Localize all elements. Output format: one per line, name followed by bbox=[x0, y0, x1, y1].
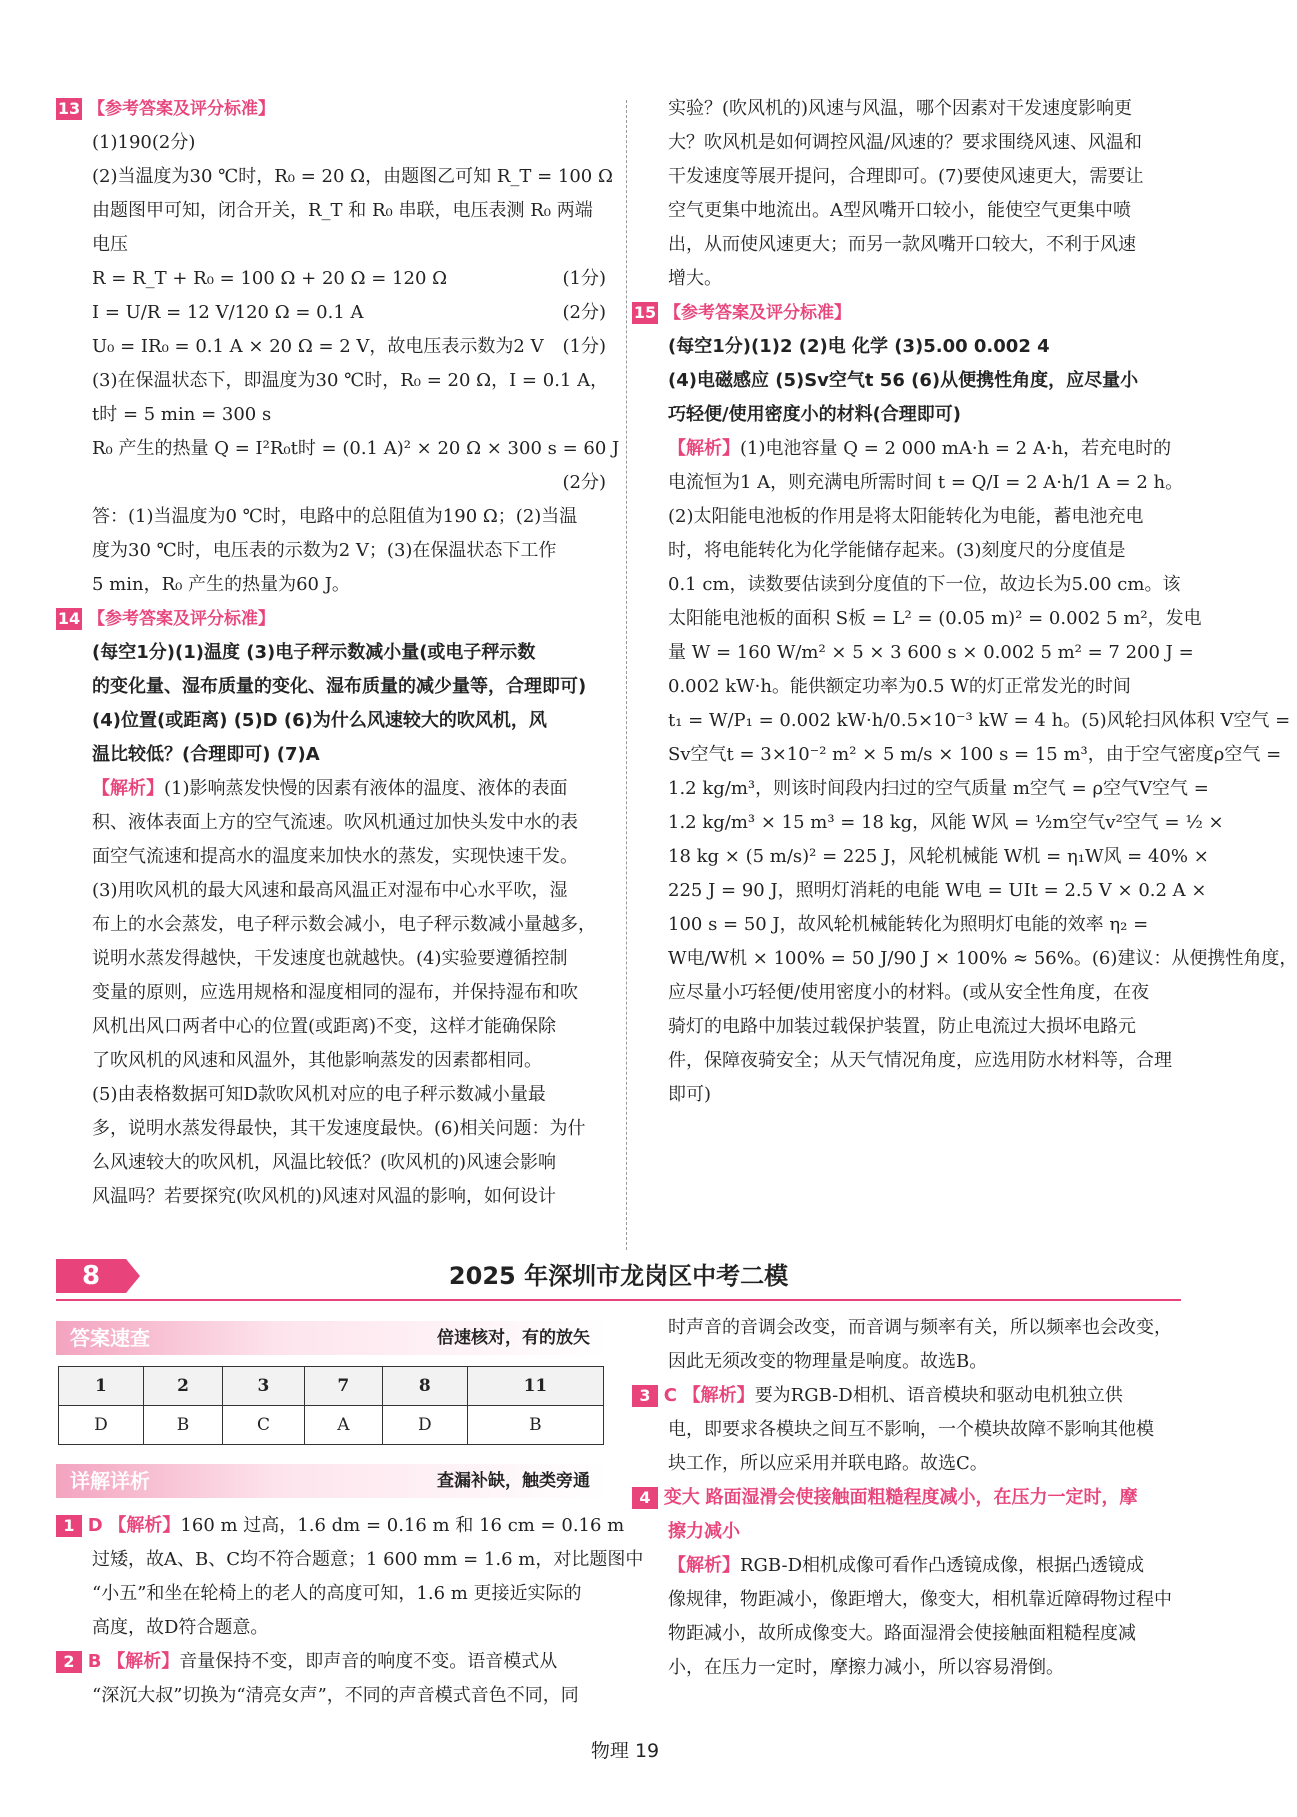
text: 要为RGB-D相机、语音模块和驱动电机独立供 bbox=[754, 1385, 1123, 1406]
score: (1分) bbox=[562, 336, 606, 357]
q15-analysis-line: 件，保障夜骑安全；从天气情况角度，应选用防水材料等，合理 bbox=[668, 1050, 1172, 1071]
d3-line: 块工作，所以应采用并联电路。故选C。 bbox=[668, 1453, 988, 1474]
score: (1分) bbox=[562, 268, 606, 289]
q14-analysis-line: 说明水蒸发得越快，干发速度也就越快。(4)实验要遵循控制 bbox=[92, 948, 568, 969]
q15-analysis-line: 时，将电能转化为化学能储存起来。(3)刻度尺的分度值是 bbox=[668, 540, 1126, 561]
q13-answer: 答：(1)当温度为0 ℃时，电路中的总阻值为190 Ω；(2)当温 bbox=[92, 506, 578, 527]
equation: R = R_T + R₀ = 100 Ω + 20 Ω = 120 Ω bbox=[92, 268, 448, 289]
detail-subtitle: 查漏补缺，触类旁通 bbox=[437, 1471, 590, 1491]
q15-answer-line: 巧轻便/使用密度小的材料(合理即可) bbox=[668, 404, 962, 425]
q15-analysis-line: 电流恒为1 A，则充满电所需时间 t = Q/I = 2 A·h/1 A = 2 h。 bbox=[668, 472, 1184, 493]
d2-line: 因此无须改变的物理量是响度。故选B。 bbox=[668, 1351, 988, 1372]
table-header-cell: 11 bbox=[467, 1367, 603, 1406]
q14-analysis-line: (5)由表格数据可知D款吹风机对应的电子秤示数减小量最 bbox=[92, 1084, 546, 1105]
q15-answer-line: (4)电磁感应 (5)Sv空气t 56 (6)从便携性角度，应尽量小 bbox=[668, 370, 1139, 391]
q14-analysis-line: 布上的水会蒸发，电子秤示数会减小，电子秤示数减小量越多， bbox=[92, 914, 596, 935]
q15-analysis-line: 18 kg × (5 m/s)² = 225 J，风轮机械能 W机 = η₁W风 = 40% × bbox=[668, 846, 1209, 867]
q13-line: (3)在保温状态下，即温度为30 ℃时，R₀ = 20 Ω，I = 0.1 A， bbox=[92, 370, 609, 391]
q13-equation bbox=[56, 296, 606, 330]
q15-analysis-line bbox=[668, 432, 1185, 466]
d2-line: “深沉大叔”切换为“清亮女声”，不同的声音模式音色不同，同 bbox=[92, 1685, 579, 1706]
question-number: 13 bbox=[57, 99, 81, 118]
q15-analysis-line: W电/W机 × 100% = 50 J/90 J × 100% ≈ 56%。(6)建议：从便携性角度， bbox=[668, 948, 1297, 969]
text: RGB-D相机成像可看作凸透镜成像，根据凸透镜成 bbox=[740, 1555, 1145, 1576]
lower-left-column bbox=[56, 1509, 644, 1713]
subject-label: 物理 bbox=[590, 1740, 629, 1762]
d4-line: 小，在压力一定时，摩擦力减小，所以容易滑倒。 bbox=[668, 1657, 1064, 1678]
table-header-cell: 8 bbox=[382, 1367, 467, 1406]
q14-continued-line: 大？吹风机是如何调控风温/风速的？要求围绕风速、风温和 bbox=[668, 132, 1143, 153]
q13-line: t时 = 5 min = 300 s bbox=[92, 404, 272, 425]
q14-analysis-line: 积、液体表面上方的空气流速。吹风机通过加快头发中水的表 bbox=[92, 812, 578, 833]
q13-answer: 5 min，R₀ 产生的热量为60 J。 bbox=[92, 574, 350, 595]
q14-analysis-line: 变量的原则，应选用规格和湿度相同的湿布，并保持湿布和吹 bbox=[92, 982, 578, 1003]
q14-analysis-line: 风机出风口两者中心的位置(或距离)不变，这样才能确保除 bbox=[92, 1016, 557, 1037]
section-banner bbox=[56, 1255, 1181, 1301]
d3-line bbox=[632, 1379, 1185, 1413]
q15-analysis-line: (2)太阳能电池板的作用是将太阳能转化为电能，蓄电池充电 bbox=[668, 506, 1144, 527]
q13-answer: 度为30 ℃时，电压表的示数为2 V；(3)在保温状态下工作 bbox=[92, 540, 557, 561]
q14-continued-line: 增大。 bbox=[668, 268, 722, 289]
answer-reason: 路面湿滑会使接触面粗糙程度减小，在压力一定时，摩 bbox=[705, 1487, 1138, 1508]
answer-table bbox=[58, 1366, 604, 1445]
text: 160 m 过高，1.6 dm = 0.16 m 和 16 cm = 0.16 m bbox=[180, 1515, 625, 1536]
d4-line: 像规律，物距减小，像距增大，像变大，相机靠近障碍物过程中 bbox=[668, 1589, 1172, 1610]
q14-analysis-line: (3)用吹风机的最大风速和最高风温正对湿布中心水平吹，湿 bbox=[92, 880, 568, 901]
q13-line: (2)当温度为30 ℃时，R₀ = 20 Ω，由题图乙可知 R_T = 100 Ω bbox=[92, 166, 613, 187]
answer-tag: 【参考答案及评分标准】 bbox=[88, 99, 275, 119]
quick-check-title: 答案速查 bbox=[70, 1326, 150, 1350]
q15-analysis-line: 骑灯的电路中加装过载保护装置，防止电流过大损坏电路元 bbox=[668, 1016, 1136, 1037]
table-cell: B bbox=[143, 1406, 222, 1445]
q13-equation: R₀ 产生的热量 Q = I²R₀t时 = (0.1 A)² × 20 Ω × 300 s = 60 J bbox=[92, 438, 620, 459]
quick-check-bar bbox=[56, 1321, 608, 1355]
q14-analysis-line: 风温吗？若要探究(吹风机的)风速对风温的影响，如何设计 bbox=[92, 1186, 557, 1207]
detail-bar bbox=[56, 1464, 608, 1498]
left-column bbox=[56, 92, 620, 1214]
table-header-cell: 1 bbox=[59, 1367, 144, 1406]
analysis-tag: 【解析】 bbox=[668, 1555, 740, 1576]
d4-line: 擦力减小 bbox=[668, 1521, 740, 1542]
answer-letter: C bbox=[663, 1385, 677, 1406]
q14-analysis-line bbox=[56, 772, 606, 806]
q15-analysis-line: 225 J = 90 J，照明灯消耗的电能 W电 = UIt = 2.5 V × 0.2 A × bbox=[668, 880, 1207, 901]
q14-continued-line: 出，从而使风速更大；而另一款风嘴开口较大，不利于风速 bbox=[668, 234, 1136, 255]
q13-line: 电压 bbox=[92, 234, 128, 255]
q15-analysis-line: t₁ = W/P₁ = 0.002 kW·h/0.5×10⁻³ kW = 4 h。(5)风轮扫风体积 V空气 = bbox=[668, 710, 1291, 731]
quick-check-subtitle: 倍速核对，有的放矢 bbox=[437, 1328, 590, 1348]
lower-right-column bbox=[639, 1311, 1185, 1685]
q15-analysis-line: Sv空气t = 3×10⁻² m² × 5 m/s × 100 s = 15 m³，由于空气密度ρ空气 = bbox=[668, 744, 1282, 765]
table-header-cell: 3 bbox=[223, 1367, 305, 1406]
d1-line: “小五”和坐在轮椅上的老人的高度可知，1.6 m 更接近实际的 bbox=[92, 1583, 582, 1604]
q13-equation bbox=[56, 262, 606, 296]
q15-analysis-line: 量 W = 160 W/m² × 5 × 3 600 s × 0.002 5 m² = 7 200 J = bbox=[668, 642, 1194, 663]
analysis-tag: 【解析】 bbox=[682, 1385, 755, 1406]
detail-title: 详解详析 bbox=[70, 1469, 150, 1493]
question-number: 3 bbox=[632, 1385, 658, 1407]
equation: U₀ = IR₀ = 0.1 A × 20 Ω = 2 V，故电压表示数为2 V bbox=[92, 336, 544, 357]
text: 音量保持不变，即声音的响度不变。语音模式从 bbox=[179, 1651, 558, 1672]
table-cell: B bbox=[467, 1406, 603, 1445]
question-number: 4 bbox=[632, 1487, 658, 1509]
analysis-tag: 【解析】 bbox=[668, 438, 740, 459]
analysis-tag: 【解析】 bbox=[92, 778, 164, 799]
question-number: 14 bbox=[57, 609, 81, 628]
q15-analysis-line: 100 s = 50 J，故风轮机械能转化为照明灯电能的效率 η₂ = bbox=[668, 914, 1149, 935]
q14-answer-line: 温比较低？(合理即可) (7)A bbox=[92, 744, 320, 765]
page-footer bbox=[0, 1736, 1250, 1763]
d4-line bbox=[668, 1549, 1185, 1583]
analysis-tag: 【解析】 bbox=[107, 1651, 180, 1672]
score: (2分) bbox=[562, 302, 606, 323]
section-number: 8 bbox=[56, 1259, 126, 1293]
q14-continued-line: 空气更集中地流出。A型风嘴开口较小，能使空气更集中喷 bbox=[668, 200, 1131, 221]
answer-letter: B bbox=[87, 1651, 102, 1672]
q14-continued-line: 干发速度等展开提问，合理即可。(7)要使风速更大，需要让 bbox=[668, 166, 1144, 187]
q15-analysis-line: 0.002 kW·h。能供额定功率为0.5 W的灯正常发光的时间 bbox=[668, 676, 1131, 697]
q15-analysis-line: 应尽量小巧轻便/使用密度小的材料。(或从安全性角度，在夜 bbox=[668, 982, 1150, 1003]
q15-analysis-line: 即可) bbox=[668, 1084, 712, 1105]
q13-line: 由题图甲可知，闭合开关，R_T 和 R₀ 串联，电压表测 R₀ 两端 bbox=[92, 200, 593, 221]
d1-line bbox=[56, 1509, 625, 1543]
q13-header bbox=[56, 92, 606, 126]
d1-line: 高度，故D符合题意。 bbox=[92, 1617, 269, 1638]
q15-analysis-line: 太阳能电池板的面积 S板 = L² = (0.05 m)² = 0.002 5 m²，发电 bbox=[668, 608, 1202, 629]
q14-continued-line: 实验？(吹风机的)风速与风温，哪个因素对干发速度影响更 bbox=[668, 98, 1133, 119]
question-number: 1 bbox=[56, 1515, 82, 1537]
right-column bbox=[633, 92, 1297, 1112]
q15-analysis-line: 1.2 kg/m³，则该时间段内扫过的空气质量 m空气 = ρ空气V空气 = bbox=[668, 778, 1209, 799]
q15-answer-line: (每空1分)(1)2 (2)电 化学 (3)5.00 0.002 4 bbox=[668, 336, 1050, 357]
d2-line: 时声音的音调会改变，而音调与频率有关，所以频率也会改变， bbox=[668, 1317, 1172, 1338]
d4-line: 物距减小，故所成像变大。路面湿滑会使接触面粗糙程度减 bbox=[668, 1623, 1136, 1644]
table-header-row bbox=[59, 1367, 604, 1406]
answer-tag: 【参考答案及评分标准】 bbox=[664, 303, 851, 323]
table-cell: C bbox=[223, 1406, 305, 1445]
q14-answer-line: 的变化量、湿布质量的变化、湿布质量的减少量等，合理即可) bbox=[92, 676, 587, 697]
answer-tag: 【参考答案及评分标准】 bbox=[88, 609, 275, 629]
table-row bbox=[59, 1406, 604, 1445]
table-cell: A bbox=[304, 1406, 382, 1445]
section-title: 2025 年深圳市龙岗区中考二模 bbox=[448, 1262, 789, 1290]
table-cell: D bbox=[59, 1406, 144, 1445]
q14-answer-line: (4)位置(或距离) (5)D (6)为什么风速较大的吹风机，风 bbox=[92, 710, 547, 731]
q15-analysis-line: 0.1 cm，读数要估读到分度值的下一位，故边长为5.00 cm。该 bbox=[668, 574, 1181, 595]
page-number: 19 bbox=[634, 1740, 660, 1762]
answer-text: 变大 bbox=[663, 1487, 700, 1508]
text: (1)电池容量 Q = 2 000 mA·h = 2 A·h，若充电时的 bbox=[740, 438, 1172, 459]
analysis-tag: 【解析】 bbox=[108, 1515, 181, 1536]
q13-equation bbox=[56, 330, 606, 364]
column-divider bbox=[626, 100, 627, 1250]
q14-analysis-line: 了吹风机的风速和风温外，其他影响蒸发的因素都相同。 bbox=[92, 1050, 542, 1071]
d4-line bbox=[632, 1481, 1185, 1515]
answer-letter: D bbox=[87, 1515, 103, 1536]
table-header-cell: 2 bbox=[143, 1367, 222, 1406]
q15-header bbox=[632, 296, 1185, 330]
d2-line bbox=[56, 1645, 608, 1679]
table-cell: D bbox=[382, 1406, 467, 1445]
table-header-cell: 7 bbox=[304, 1367, 382, 1406]
q14-analysis-line: 多，说明水蒸发得最快，其干发速度最快。(6)相关问题：为什 bbox=[92, 1118, 586, 1139]
question-number: 15 bbox=[633, 303, 657, 322]
q14-header bbox=[56, 602, 606, 636]
q14-analysis-line: 面空气流速和提高水的温度来加快水的蒸发，实现快速干发。 bbox=[92, 846, 578, 867]
q14-answer-line: (每空1分)(1)温度 (3)电子秤示数减小量(或电子秤示数 bbox=[92, 642, 536, 663]
question-number: 2 bbox=[56, 1651, 82, 1673]
q14-analysis-line: 么风速较大的吹风机，风温比较低？(吹风机的)风速会影响 bbox=[92, 1152, 557, 1173]
q15-analysis-line: 1.2 kg/m³ × 15 m³ = 18 kg，风能 W风 = ½m空气v²空气 = ½ × bbox=[668, 812, 1224, 833]
q13-line: (1)190(2分) bbox=[92, 132, 196, 153]
score: (2分) bbox=[562, 472, 606, 493]
text: (1)影响蒸发快慢的因素有液体的温度、液体的表面 bbox=[164, 778, 568, 799]
d3-line: 电，即要求各模块之间互不影响，一个模块故障不影响其他模 bbox=[668, 1419, 1154, 1440]
equation: I = U/R = 12 V/120 Ω = 0.1 A bbox=[92, 302, 364, 323]
d1-line: 过矮，故A、B、C均不符合题意；1 600 mm = 1.6 m，对比题图中 bbox=[92, 1549, 644, 1570]
